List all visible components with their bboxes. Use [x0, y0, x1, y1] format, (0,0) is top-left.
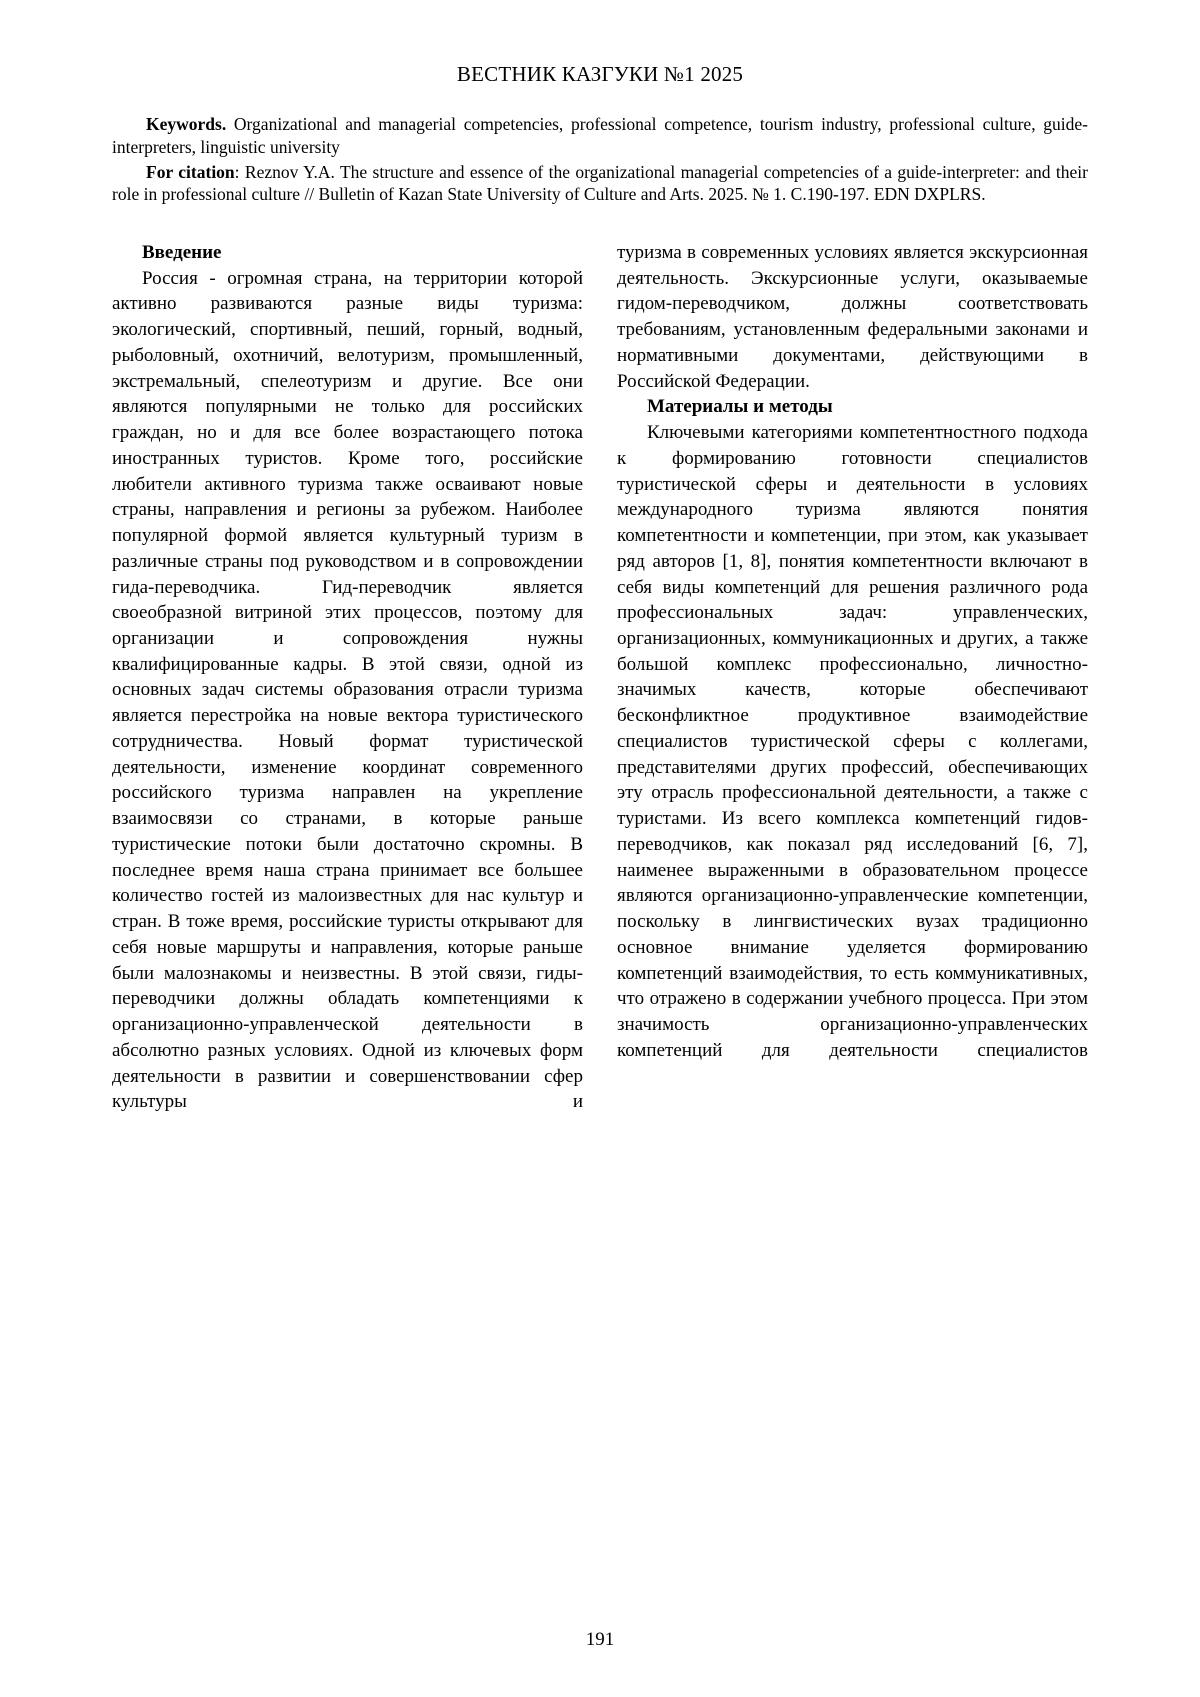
citation-text: : Reznov Y.A. The structure and essence of the organizational managerial competencies of a guide-interpreter: and their role in professional culture // Bulletin of Kazan State University of Culture and Arts. 2025. № 1. C.190-197. EDN DXPLRS.	[112, 161, 1088, 205]
left-column-paragraph-1: Россия - огромная страна, на территории которой активно развиваются разные виды туризма: экологический, спортивный, пеший, горный, водный, рыболовный, охотничий, велотуризм, промышленный, экстремальный, спелеотуризм и другие. Все они являются популярными не только для российских граждан, но и для все более возрастающего потока иностранных туристов. Кроме того, российские любители активного туризма также осваивают новые страны, направления и регионы за рубежом. Наиболее популярной формой является культурный туризм в различные страны под руководством и в сопровождении гида-переводчика. Гид-переводчик является своеобразной витриной этих процессов, поэтому для организации и сопровождения нужны квалифицированные кадры. В этой связи, одной из основных задач системы образования отрасли туризма является перестройка на новые вектора туристического сотрудничества. Новый формат туристической деятельности, изменение координат современного российского туризма направлен на укрепление взаимосвязи со странами, в которые раньше туристические потоки были достаточно скромны. В последнее время наша страна принимает все большее количество гостей из малоизвестных для нас культур и стран. В тоже время, российские туристы открывают для себя новые маршруты и направления, которые раньше были малознакомы и неизвестны. В этой связи, гиды-переводчики должны обладать компетенциями к организационно-управленческой деятельности в абсолютно разных условиях. Одной из ключевых форм деятельности в развитии и совершенствовании сфер культуры и	[112, 267, 583, 1113]
citation-paragraph	[112, 161, 1088, 207]
two-column-body	[112, 240, 1088, 1141]
page-number: 191	[585, 1629, 615, 1650]
right-column-heading: Материалы и методы	[647, 396, 833, 418]
left-column-heading: Введение	[142, 242, 222, 263]
article-metadata	[112, 113, 1088, 206]
keywords-paragraph	[112, 113, 1088, 159]
citation-label: For citation	[146, 161, 235, 182]
right-column-paragraph-continuation: туризма в современных условиях является экскурсионная деятельность. Экскурсионные услуги, оказываемые гидом-переводчиком, должны соответствовать требованиям, установленным федеральными законами и нормативными документами, действующими в Российской Федерации.	[617, 242, 1088, 392]
right-column	[617, 240, 1088, 1141]
keywords-text: Organizational and managerial competencies, professional competence, tourism industry, professional culture, guide-interpreters, linguistic university	[112, 114, 1088, 157]
right-column-paragraph-1: Ключевыми категориями компетентностного подхода к формированию готовности специалистов туристической сферы и деятельности в условиях международного туризма являются понятия компетентности и компетенции, при этом, как указывает ряд авторов [1, 8], понятия компетентности включают в себя виды компетенций для решения различного рода профессиональных задач: управленческих, организационных, коммуникационных и других, а также большой комплекс профессионально, личностно-значимых качеств, которые обеспечивают бесконфликтное продуктивное взаимодействие специалистов туристической сферы с коллегами, представителями других профессий, обеспечивающих эту отрасль профессиональной деятельности, а также с туристами. Из всего комплекса компетенций гидов-переводчиков, как показал ряд исследований [6, 7], наименее выраженными в образовательном процессе являются организационно-управленческие компетенции, поскольку в лингвистических вузах традиционно основное внимание уделяется формированию компетенций взаимодействия, то есть коммуникативных, что отражено в содержании учебного процесса. При этом значимость организационно-управленческих компетенций для деятельности специалистов	[617, 422, 1088, 1061]
left-column	[112, 240, 583, 1141]
running-head: ВЕСТНИК КАЗГУКИ №1 2025	[456, 62, 744, 86]
keywords-label: Keywords.	[146, 114, 227, 134]
